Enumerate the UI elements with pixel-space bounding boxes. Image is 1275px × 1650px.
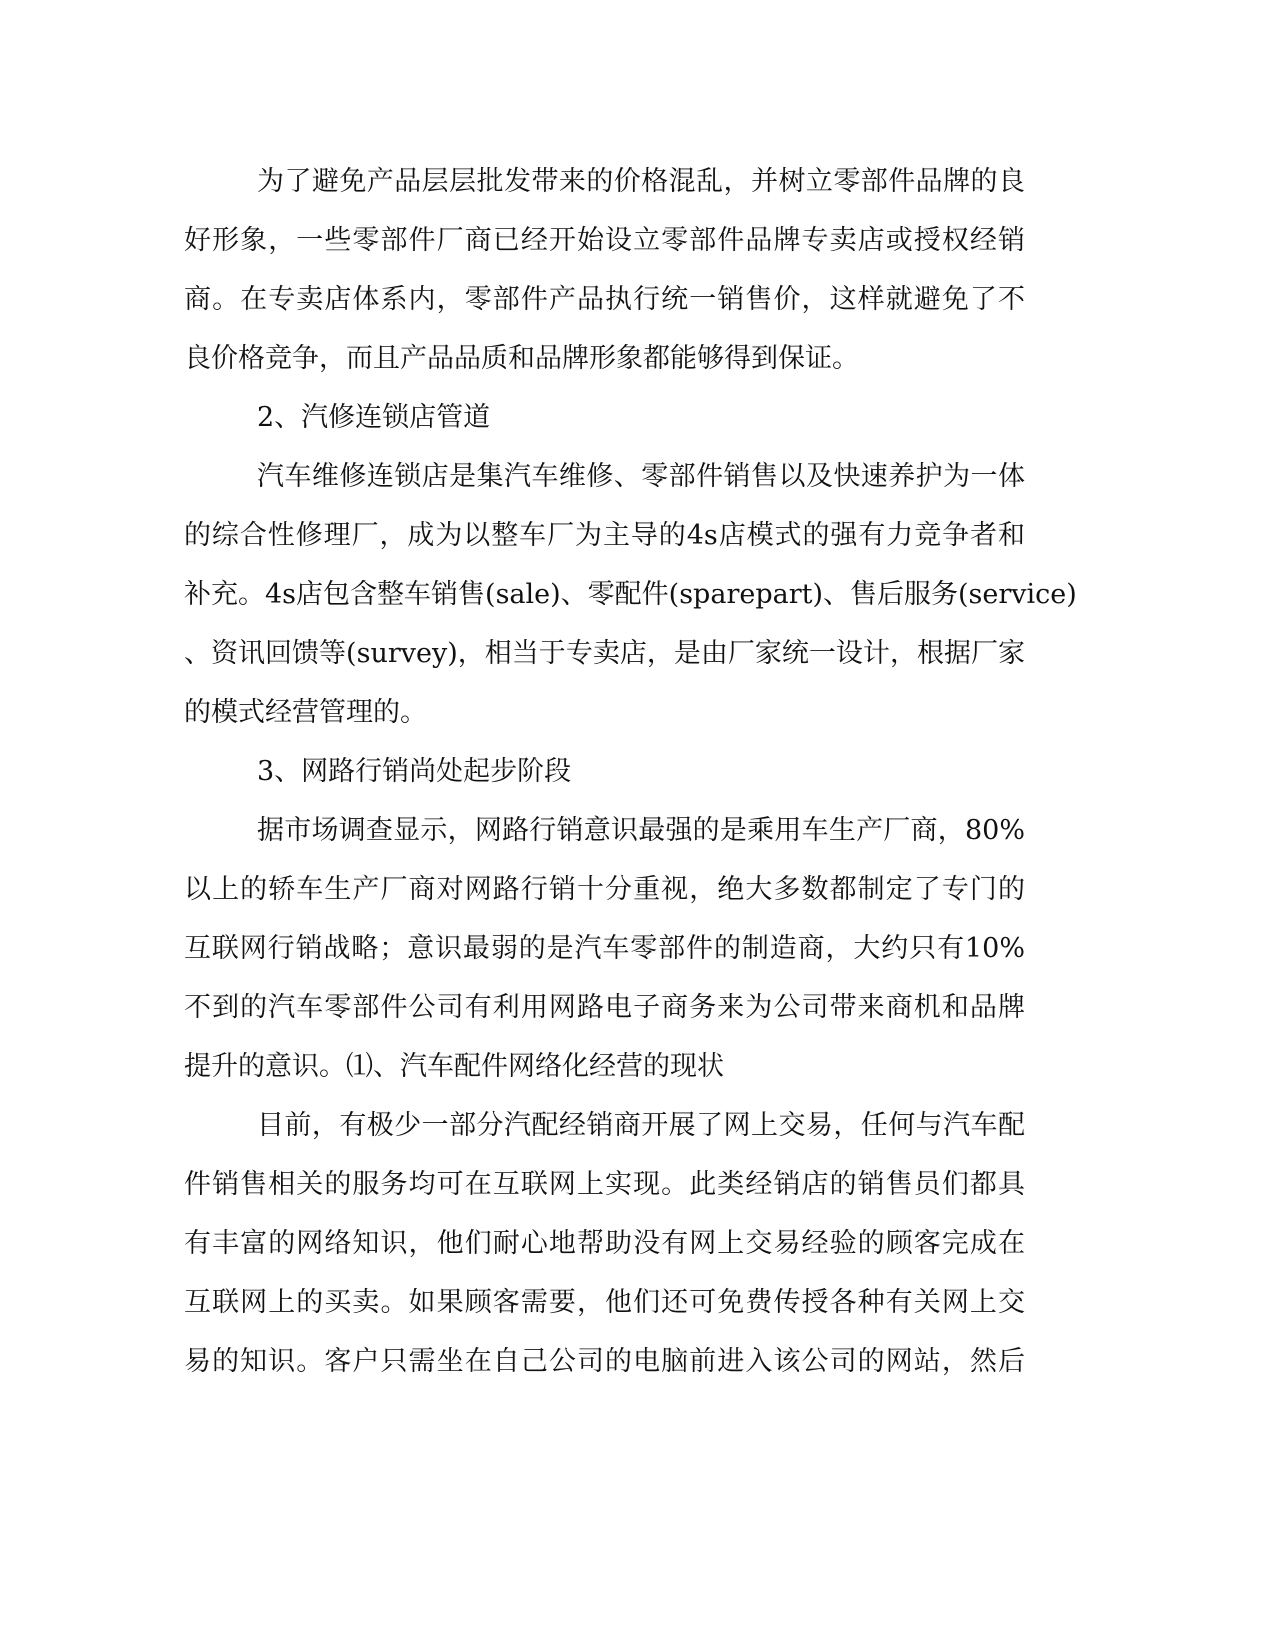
section-heading-3: 3、网路行销尚处起步阶段	[257, 756, 572, 787]
paragraph-3-line-2: 以上的轿车生产厂商对网路行销十分重视，绝大多数都制定了专门的	[184, 874, 1025, 905]
paragraph-4-line-1: 目前，有极少一部分汽配经销商开展了网上交易，任何与汽车配	[257, 1110, 1025, 1141]
paragraph-1-line-2: 好形象，一些零部件厂商已经开始设立零部件品牌专卖店或授权经销	[184, 225, 1025, 256]
section-heading-2: 2、汽修连锁店管道	[257, 402, 491, 433]
paragraph-4-line-2: 件销售相关的服务均可在互联网上实现。此类经销店的销售员们都具	[184, 1169, 1025, 1200]
paragraph-1-line-4: 良价格竞争，而且产品品质和品牌形象都能够得到保证。	[184, 343, 859, 374]
paragraph-2-line-5: 的模式经营管理的。	[184, 697, 427, 728]
paragraph-1-line-1: 为了避免产品层层批发带来的价格混乱，并树立零部件品牌的良	[257, 166, 1025, 197]
paragraph-2-line-4: 、资讯回馈等(survey)，相当于专卖店，是由厂家统一设计，根据厂家	[184, 638, 1025, 669]
paragraph-3-line-1: 据市场调查显示，网路行销意识最强的是乘用车生产厂商，80%	[257, 815, 1025, 846]
paragraph-4-line-4: 互联网上的买卖。如果顾客需要，他们还可免费传授各种有关网上交	[184, 1287, 1025, 1318]
paragraph-1-line-3: 商。在专卖店体系内，零部件产品执行统一销售价，这样就避免了不	[184, 284, 1025, 315]
paragraph-4-line-5: 易的知识。客户只需坐在自己公司的电脑前进入该公司的网站，然后	[184, 1346, 1025, 1377]
paragraph-2-line-1: 汽车维修连锁店是集汽车维修、零部件销售以及快速养护为一体	[257, 461, 1025, 492]
paragraph-3-line-5: 提升的意识。⑴、汽车配件网络化经营的现状	[184, 1051, 724, 1082]
paragraph-2-line-2: 的综合性修理厂，成为以整车厂为主导的4s店模式的强有力竞争者和	[184, 520, 1025, 551]
paragraph-3-line-3: 互联网行销战略；意识最弱的是汽车零部件的制造商，大约只有10%	[184, 933, 1025, 964]
paragraph-2-line-3: 补充。4s店包含整车销售(sale)、零配件(sparepart)、售后服务(service)	[184, 579, 1077, 610]
paragraph-3-line-4: 不到的汽车零部件公司有利用网路电子商务来为公司带来商机和品牌	[184, 992, 1025, 1023]
paragraph-4-line-3: 有丰富的网络知识，他们耐心地帮助没有网上交易经验的顾客完成在	[184, 1228, 1025, 1259]
